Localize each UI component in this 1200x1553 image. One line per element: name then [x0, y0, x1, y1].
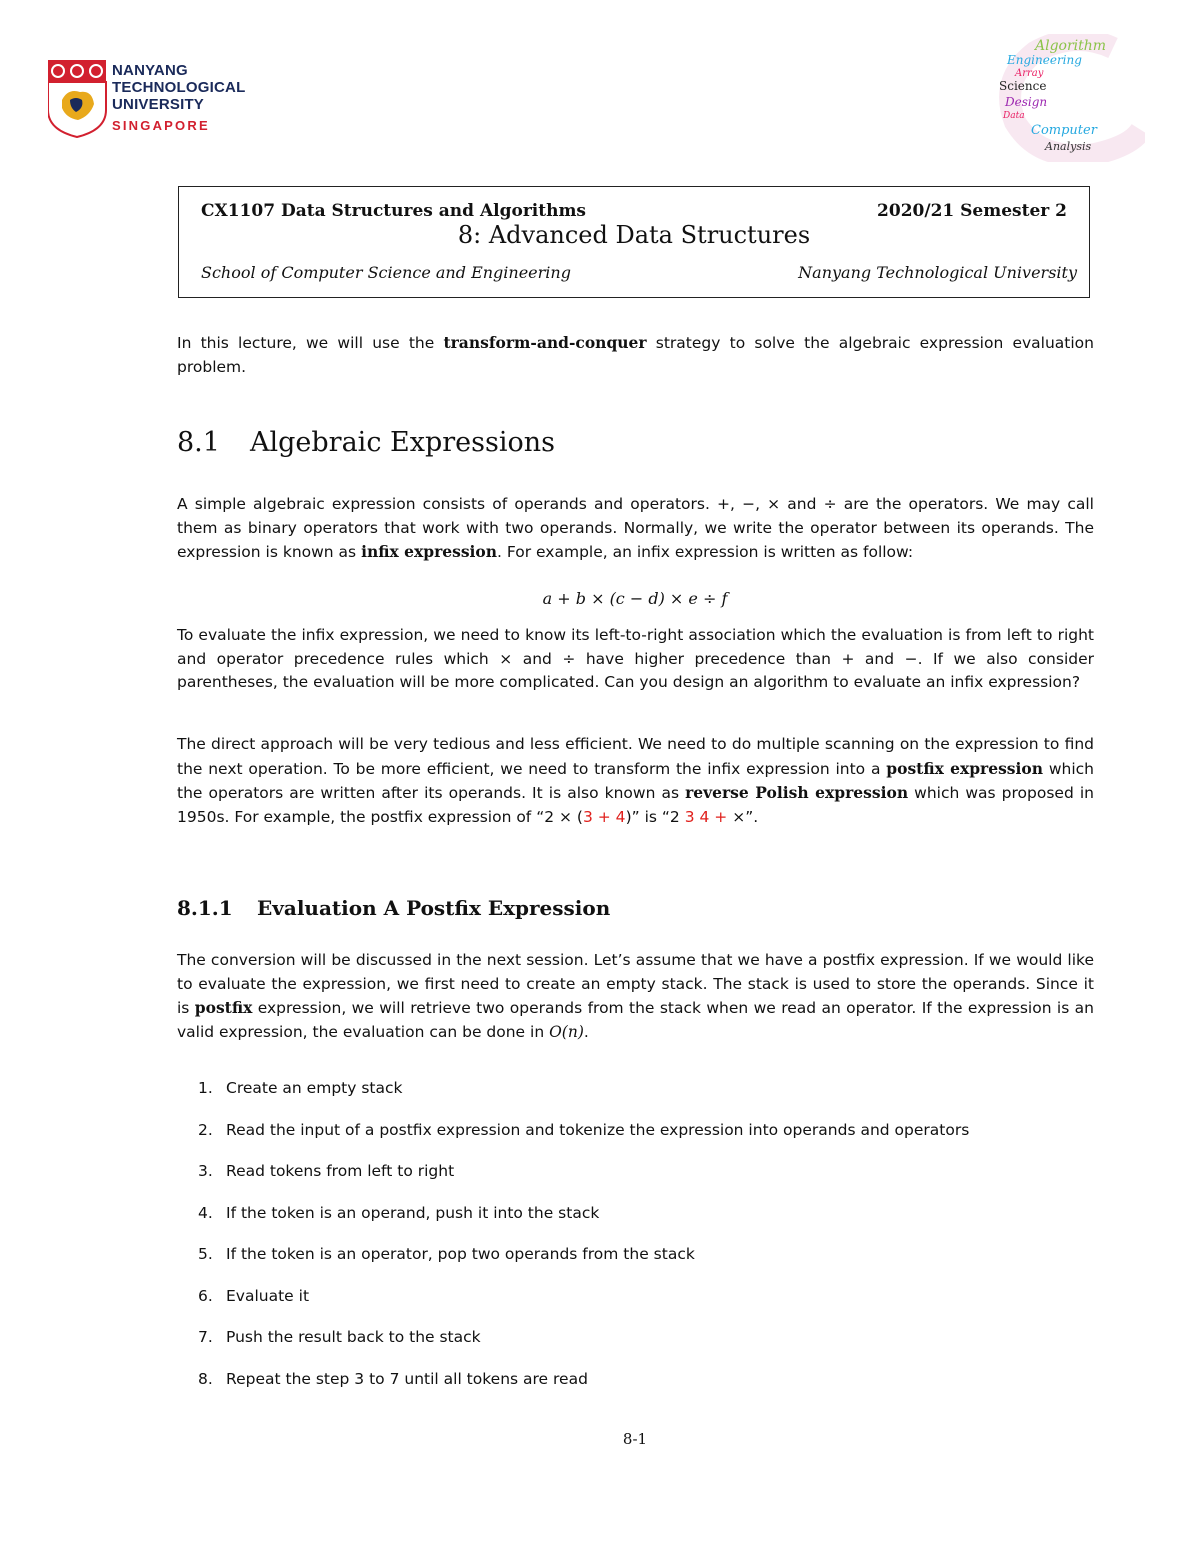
- word-cloud: [995, 34, 1145, 162]
- step-text: Evaluate it: [226, 1286, 310, 1305]
- step-number: 2.: [198, 1120, 213, 1139]
- step-number: 6.: [198, 1286, 213, 1305]
- intro-paragraph: [177, 331, 1094, 379]
- subsection-heading: [177, 896, 610, 920]
- step-text: Read tokens from left to right: [226, 1162, 455, 1180]
- word-cloud-word: Array: [1015, 68, 1044, 79]
- algorithm-steps: [198, 1077, 969, 1409]
- word-cloud-graphic: [995, 34, 1145, 162]
- bold-term: reverse Polish expression: [685, 783, 909, 802]
- infix-formula: a + b × (c − d) × e ÷ f: [542, 589, 728, 608]
- text-run: which the operators are written after its operands. It is also known as: [177, 759, 1094, 802]
- text-run: which was proposed in 1950s. For example, the postfix expression of “2 × (: [177, 784, 1094, 826]
- list-item: [198, 1202, 969, 1244]
- ntu-crest-icon: [48, 60, 108, 138]
- bold-term: infix expression: [361, 542, 498, 561]
- bold-term: postfix: [194, 998, 253, 1017]
- text-run: .: [583, 1022, 589, 1041]
- school-line: [201, 263, 1077, 282]
- course-name: CX1107 Data Structures and Algorithms: [201, 201, 587, 221]
- page-number: 8-1: [622, 1430, 648, 1448]
- logo-line-3: UNIVERSITY: [112, 96, 205, 113]
- step-number: 1.: [198, 1079, 213, 1097]
- lecture-header: [178, 186, 1090, 298]
- text-run: ×”.: [727, 807, 759, 826]
- university-logo: [48, 60, 258, 140]
- paragraph: [177, 949, 1094, 1044]
- section-title: Algebraic Expressions: [250, 427, 555, 458]
- step-number: 3.: [198, 1162, 213, 1180]
- text-run: expression, we will retrieve two operands from the stack when we read an operator. If the expression is an valid expression, the evaluation can be done in: [177, 999, 1094, 1041]
- subsection-title: Evaluation A Postfix Expression: [257, 896, 611, 920]
- subsection-number: 8.1.1: [177, 896, 233, 920]
- text-run: In this lecture, we will use the: [177, 334, 444, 352]
- highlight-red: 3 4 +: [684, 807, 728, 826]
- word-cloud-word: Analysis: [1045, 140, 1092, 153]
- text-run: The conversion will be discussed in the next session. Let’s assume that we have a postfix expression. If we would like to evaluate the expression, we first need to create an empty stack. The stack is used to store the operands. Since it is: [177, 951, 1094, 1017]
- course-title: [201, 201, 1067, 221]
- word-cloud-word: Data: [1003, 111, 1025, 121]
- university-name: Nanyang Technological University: [798, 263, 1077, 282]
- step-number: 4.: [198, 1203, 213, 1222]
- list-item: [198, 1160, 969, 1202]
- step-text: Read the input of a postfix expression and tokenize the expression into operands and operators: [226, 1120, 970, 1139]
- paragraph: [177, 493, 1094, 565]
- section-heading: [177, 427, 555, 458]
- step-text: Push the result back to the stack: [226, 1328, 481, 1346]
- logo-line-4: SINGAPORE: [112, 118, 210, 133]
- text-run: )” is “2: [625, 807, 685, 826]
- section-number: 8.1: [177, 427, 220, 458]
- bold-term: transform-and-conquer: [443, 333, 647, 352]
- paragraph: To evaluate the infix expression, we need to know its left-to-right association which the evaluation is from left to right and operator precedence rules which × and ÷ have higher precedence than + and −. If we also consider parentheses, the evaluation will be more complicated. Can you design an algorithm to evaluate an infix expression?: [177, 626, 1094, 691]
- semester: 2020/21 Semester 2: [877, 201, 1067, 221]
- text-run: A simple algebraic expression consists of operands and operators. +, −, × and ÷ are the operators. We may call them as binary operators that work with two operands. Normally, we write the operator between its operands. The expression is known as: [177, 495, 1094, 561]
- lecture-title: 8: Advanced Data Structures: [457, 221, 811, 249]
- logo-line-2: TECHNOLOGICAL: [112, 79, 246, 96]
- step-text: If the token is an operator, pop two operands from the stack: [226, 1245, 695, 1263]
- word-cloud-word: Science: [999, 79, 1047, 93]
- highlight-red: 3 + 4: [582, 807, 626, 826]
- step-number: 8.: [198, 1369, 213, 1388]
- step-text: Create an empty stack: [226, 1079, 403, 1097]
- text-run: strategy to solve the algebraic expression evaluation problem.: [177, 334, 1094, 376]
- word-cloud-word: Design: [1005, 95, 1048, 109]
- step-number: 7.: [198, 1328, 213, 1346]
- step-text: Repeat the step 3 to 7 until all tokens are read: [226, 1369, 588, 1388]
- word-cloud-word: Algorithm: [1035, 38, 1107, 54]
- text-run: . For example, an infix expression is written as follow:: [497, 543, 914, 561]
- list-item: [198, 1368, 969, 1410]
- list-item: [198, 1077, 969, 1119]
- word-cloud-word: Computer: [1031, 123, 1097, 138]
- school-name: School of Computer Science and Engineering: [201, 263, 571, 282]
- big-o-notation: O(n): [549, 1022, 584, 1041]
- list-item: [198, 1285, 969, 1327]
- list-item: [198, 1119, 969, 1161]
- logo-line-1: NANYANG: [112, 62, 188, 79]
- paragraph: [177, 733, 1094, 829]
- text-run: The direct approach will be very tedious and less efficient. We need to do multiple scanning on the expression to find the next operation. To be more efficient, we need to transform the infix expression into a: [177, 735, 1094, 778]
- bold-term: postfix expression: [886, 758, 1044, 778]
- list-item: [198, 1326, 969, 1368]
- step-number: 5.: [198, 1245, 213, 1263]
- word-cloud-word: Engineering: [1007, 53, 1082, 67]
- step-text: If the token is an operand, push it into the stack: [226, 1203, 600, 1222]
- list-item: [198, 1243, 969, 1285]
